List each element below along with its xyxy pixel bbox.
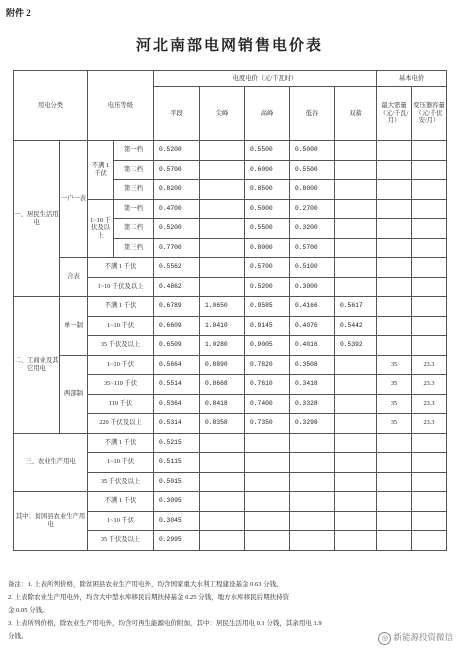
price-cell: 23.3 bbox=[412, 414, 447, 434]
price-cell bbox=[377, 531, 412, 551]
col-transformer-header: 变压器容量（元/千伏安/月） bbox=[412, 87, 447, 141]
voltage-1-10kv-above: 1~10 千伏及以上 bbox=[88, 199, 114, 258]
price-cell bbox=[335, 511, 377, 531]
price-cell bbox=[412, 492, 447, 512]
price-cell bbox=[377, 199, 412, 219]
col-voltage-header: 电压等级 bbox=[88, 71, 154, 141]
price-cell bbox=[412, 238, 447, 258]
price-cell: 0.6000 bbox=[245, 160, 290, 180]
price-cell bbox=[335, 238, 377, 258]
price-cell bbox=[245, 511, 290, 531]
price-cell: 0.2700 bbox=[290, 199, 335, 219]
price-cell bbox=[335, 180, 377, 200]
price-cell bbox=[290, 511, 335, 531]
price-cell bbox=[335, 414, 377, 434]
price-cell bbox=[200, 511, 245, 531]
price-cell bbox=[335, 394, 377, 414]
price-cell bbox=[412, 453, 447, 473]
price-cell bbox=[200, 433, 245, 453]
price-cell bbox=[200, 180, 245, 200]
price-cell: 0.8890 bbox=[200, 355, 245, 375]
price-cell: 0.5015 bbox=[154, 472, 200, 492]
price-cell bbox=[335, 375, 377, 395]
col-category-header: 用电分类 bbox=[14, 71, 88, 141]
price-cell bbox=[335, 141, 377, 161]
price-cell bbox=[245, 453, 290, 473]
tariff-table bbox=[13, 70, 447, 551]
price-cell bbox=[335, 277, 377, 297]
col-flat-header: 平段 bbox=[154, 87, 200, 141]
section-combined: 合表 bbox=[60, 258, 88, 297]
price-cell bbox=[377, 433, 412, 453]
price-cell: 0.5442 bbox=[335, 316, 377, 336]
price-cell bbox=[290, 433, 335, 453]
price-cell: 0.5664 bbox=[154, 355, 200, 375]
price-cell: 0.5500 bbox=[245, 219, 290, 239]
tier-label: 第三档 bbox=[114, 180, 154, 200]
price-cell bbox=[412, 141, 447, 161]
price-cell: 0.3200 bbox=[290, 219, 335, 239]
price-cell bbox=[290, 492, 335, 512]
tier-label: 第二档 bbox=[114, 160, 154, 180]
watermark-text: 新能源投资微信 bbox=[393, 633, 453, 643]
table-row bbox=[14, 258, 447, 278]
price-cell bbox=[412, 277, 447, 297]
price-cell bbox=[200, 258, 245, 278]
section-single: 单一制 bbox=[60, 297, 88, 356]
price-cell: 0.5200 bbox=[245, 277, 290, 297]
price-cell bbox=[412, 531, 447, 551]
price-cell: 0.3418 bbox=[290, 375, 335, 395]
section-one-household: 一户一表 bbox=[60, 141, 88, 258]
price-cell: 0.4700 bbox=[154, 199, 200, 219]
price-cell bbox=[200, 199, 245, 219]
price-cell: 0.5392 bbox=[335, 336, 377, 356]
price-cell: 35 bbox=[377, 394, 412, 414]
price-cell bbox=[412, 511, 447, 531]
price-cell bbox=[200, 277, 245, 297]
price-cell bbox=[412, 219, 447, 239]
price-cell: 0.4166 bbox=[290, 297, 335, 317]
voltage-label: 1~10 千伏 bbox=[88, 453, 154, 473]
table-body bbox=[14, 71, 447, 551]
price-cell: 0.7400 bbox=[245, 394, 290, 414]
voltage-label: 不满 1 千伏 bbox=[88, 297, 154, 317]
price-cell bbox=[245, 472, 290, 492]
price-cell: 0.6789 bbox=[154, 297, 200, 317]
price-cell: 0.5700 bbox=[290, 238, 335, 258]
price-cell: 0.5100 bbox=[290, 258, 335, 278]
price-cell bbox=[377, 277, 412, 297]
table-row bbox=[14, 355, 447, 375]
tier-label: 第三档 bbox=[114, 238, 154, 258]
price-cell bbox=[335, 492, 377, 512]
voltage-label: 1~10 千伏 bbox=[88, 316, 154, 336]
note-line: 2. 上表除农业生产用电外，均含大中型水库移民后期扶持基金 0.25 分钱，地方水库移民后期扶持资 bbox=[8, 594, 290, 601]
price-cell bbox=[377, 316, 412, 336]
price-cell: 0.4076 bbox=[290, 316, 335, 336]
price-cell: 0.7820 bbox=[245, 355, 290, 375]
col-valley-header: 低谷 bbox=[290, 87, 335, 141]
voltage-under-1kv: 不满 1 千伏 bbox=[88, 141, 114, 200]
price-cell bbox=[377, 219, 412, 239]
col-energy-price-header: 电度电价（元/千瓦时） bbox=[154, 71, 377, 87]
price-cell: 0.5500 bbox=[245, 141, 290, 161]
price-cell bbox=[245, 492, 290, 512]
price-cell: 0.4016 bbox=[290, 336, 335, 356]
note-line: 分钱。 bbox=[8, 633, 28, 640]
voltage-label: 不满 1 千伏 bbox=[88, 433, 154, 453]
price-cell: 0.9005 bbox=[245, 336, 290, 356]
price-cell bbox=[377, 492, 412, 512]
voltage-label: 35 千伏及以上 bbox=[88, 336, 154, 356]
price-cell bbox=[377, 336, 412, 356]
price-cell: 0.5562 bbox=[154, 258, 200, 278]
price-cell bbox=[200, 238, 245, 258]
voltage-label: 不满 1 千伏 bbox=[88, 492, 154, 512]
price-cell: 0.5617 bbox=[335, 297, 377, 317]
voltage-label: 不满 1 千伏 bbox=[88, 258, 154, 278]
header-row bbox=[14, 71, 447, 87]
price-cell bbox=[335, 160, 377, 180]
price-cell: 1.0280 bbox=[200, 336, 245, 356]
section-resident: 一、居民生活用电 bbox=[14, 141, 60, 297]
price-cell bbox=[377, 160, 412, 180]
price-cell: 0.7610 bbox=[245, 375, 290, 395]
price-cell: 23.3 bbox=[412, 375, 447, 395]
price-cell: 0.5215 bbox=[154, 433, 200, 453]
price-cell: 0.9145 bbox=[245, 316, 290, 336]
price-cell bbox=[245, 433, 290, 453]
col-deep-valley-header: 双蓄 bbox=[335, 87, 377, 141]
price-cell: 1.0650 bbox=[200, 297, 245, 317]
section-poor-agri: 其中：贫困县农业生产用电 bbox=[14, 492, 88, 551]
note-line: 备注：1. 上表所列价格，除贫困县农业生产用电外，均含国家重大水利工程建设基金 0.63 分钱。 bbox=[8, 581, 283, 588]
price-cell: 0.5700 bbox=[245, 258, 290, 278]
price-cell bbox=[200, 219, 245, 239]
price-cell: 35 bbox=[377, 414, 412, 434]
price-cell bbox=[200, 453, 245, 473]
watermark bbox=[378, 631, 453, 645]
table-row bbox=[14, 297, 447, 317]
price-cell: 0.8200 bbox=[154, 180, 200, 200]
price-cell: 0.3000 bbox=[290, 277, 335, 297]
price-cell: 0.2995 bbox=[154, 531, 200, 551]
price-cell: 0.3095 bbox=[154, 492, 200, 512]
col-peak-header: 高峰 bbox=[245, 87, 290, 141]
voltage-label: 220 千伏及以上 bbox=[88, 414, 154, 434]
price-cell: 0.5200 bbox=[154, 141, 200, 161]
price-cell bbox=[335, 531, 377, 551]
price-cell: 23.3 bbox=[412, 355, 447, 375]
price-cell: 0.5514 bbox=[154, 375, 200, 395]
price-cell: 0.5000 bbox=[290, 141, 335, 161]
note-line: 3. 上表所列价格，除农业生产用电外，均含可再生能源电价附加，其中：居民生活用电 0.1 分钱，其余用电 1.9 bbox=[8, 620, 322, 627]
price-cell bbox=[290, 531, 335, 551]
price-cell bbox=[377, 180, 412, 200]
section-commercial: 二、工商业及其它用电 bbox=[14, 297, 60, 434]
price-cell bbox=[412, 180, 447, 200]
price-cell bbox=[412, 316, 447, 336]
voltage-label: 35~110 千伏 bbox=[88, 375, 154, 395]
page-title: 河北南部电网销售电价表 bbox=[135, 38, 323, 54]
price-cell: 0.5200 bbox=[154, 219, 200, 239]
table-row bbox=[14, 492, 447, 512]
price-cell bbox=[335, 355, 377, 375]
tier-label: 第一档 bbox=[114, 199, 154, 219]
col-basic-price-header: 基本电价 bbox=[377, 71, 447, 87]
tier-label: 第一档 bbox=[114, 141, 154, 161]
price-cell: 0.5364 bbox=[154, 394, 200, 414]
section-agri: 三、农业生产用电 bbox=[14, 433, 88, 492]
table-row bbox=[14, 433, 447, 453]
price-cell: 35 bbox=[377, 375, 412, 395]
price-cell bbox=[377, 297, 412, 317]
price-cell: 0.7350 bbox=[245, 414, 290, 434]
price-cell: 0.6509 bbox=[154, 336, 200, 356]
price-cell bbox=[377, 453, 412, 473]
voltage-label: 1~10 千伏及以上 bbox=[88, 277, 154, 297]
price-cell bbox=[377, 258, 412, 278]
price-cell: 0.3298 bbox=[290, 414, 335, 434]
price-cell bbox=[412, 160, 447, 180]
price-cell: 23.3 bbox=[412, 394, 447, 414]
price-cell bbox=[377, 238, 412, 258]
price-cell: 0.8358 bbox=[200, 414, 245, 434]
price-cell bbox=[377, 472, 412, 492]
price-cell bbox=[335, 433, 377, 453]
price-cell: 0.6609 bbox=[154, 316, 200, 336]
voltage-label: 110 千伏 bbox=[88, 394, 154, 414]
price-cell bbox=[335, 472, 377, 492]
note-line: 金 0.05 分钱。 bbox=[8, 607, 49, 614]
price-cell: 0.8000 bbox=[245, 238, 290, 258]
price-cell bbox=[245, 531, 290, 551]
price-cell bbox=[200, 160, 245, 180]
price-cell bbox=[335, 258, 377, 278]
voltage-label: 1~10 千伏 bbox=[88, 355, 154, 375]
price-cell bbox=[200, 492, 245, 512]
price-cell bbox=[377, 141, 412, 161]
price-cell bbox=[335, 199, 377, 219]
price-cell bbox=[290, 472, 335, 492]
price-cell bbox=[412, 472, 447, 492]
voltage-label: 1~10 千伏 bbox=[88, 511, 154, 531]
price-cell: 0.4862 bbox=[154, 277, 200, 297]
table-row bbox=[14, 141, 447, 161]
price-cell: 0.7700 bbox=[154, 238, 200, 258]
col-sharp-header: 尖峰 bbox=[200, 87, 245, 141]
price-cell: 0.8500 bbox=[245, 180, 290, 200]
attachment-label: 附件 2 bbox=[6, 8, 31, 18]
wechat-icon: ◎ bbox=[378, 632, 391, 645]
price-cell: 0.3328 bbox=[290, 394, 335, 414]
price-cell bbox=[412, 433, 447, 453]
price-cell: 0.5500 bbox=[290, 160, 335, 180]
price-cell bbox=[335, 219, 377, 239]
price-cell bbox=[290, 453, 335, 473]
price-cell: 0.5314 bbox=[154, 414, 200, 434]
voltage-label: 35 千伏及以上 bbox=[88, 472, 154, 492]
price-cell: 0.5115 bbox=[154, 453, 200, 473]
price-cell: 0.8000 bbox=[290, 180, 335, 200]
price-cell bbox=[412, 258, 447, 278]
tier-label: 第二档 bbox=[114, 219, 154, 239]
price-cell: 1.0410 bbox=[200, 316, 245, 336]
price-cell bbox=[200, 531, 245, 551]
price-cell: 0.5000 bbox=[245, 199, 290, 219]
price-cell: 0.3045 bbox=[154, 511, 200, 531]
price-cell bbox=[200, 472, 245, 492]
price-cell bbox=[335, 453, 377, 473]
price-cell: 0.8418 bbox=[200, 394, 245, 414]
price-cell: 35 bbox=[377, 355, 412, 375]
section-two-part: 两部制 bbox=[60, 355, 88, 433]
price-cell: 0.8668 bbox=[200, 375, 245, 395]
price-cell bbox=[412, 199, 447, 219]
price-cell bbox=[200, 141, 245, 161]
price-cell: 0.3508 bbox=[290, 355, 335, 375]
voltage-label: 35 千伏及以上 bbox=[88, 531, 154, 551]
price-cell: 0.5700 bbox=[154, 160, 200, 180]
price-cell bbox=[377, 511, 412, 531]
price-cell bbox=[412, 336, 447, 356]
price-cell: 0.9585 bbox=[245, 297, 290, 317]
col-max-demand-header: 最大需量（元/千瓦/月） bbox=[377, 87, 412, 141]
price-cell bbox=[412, 297, 447, 317]
